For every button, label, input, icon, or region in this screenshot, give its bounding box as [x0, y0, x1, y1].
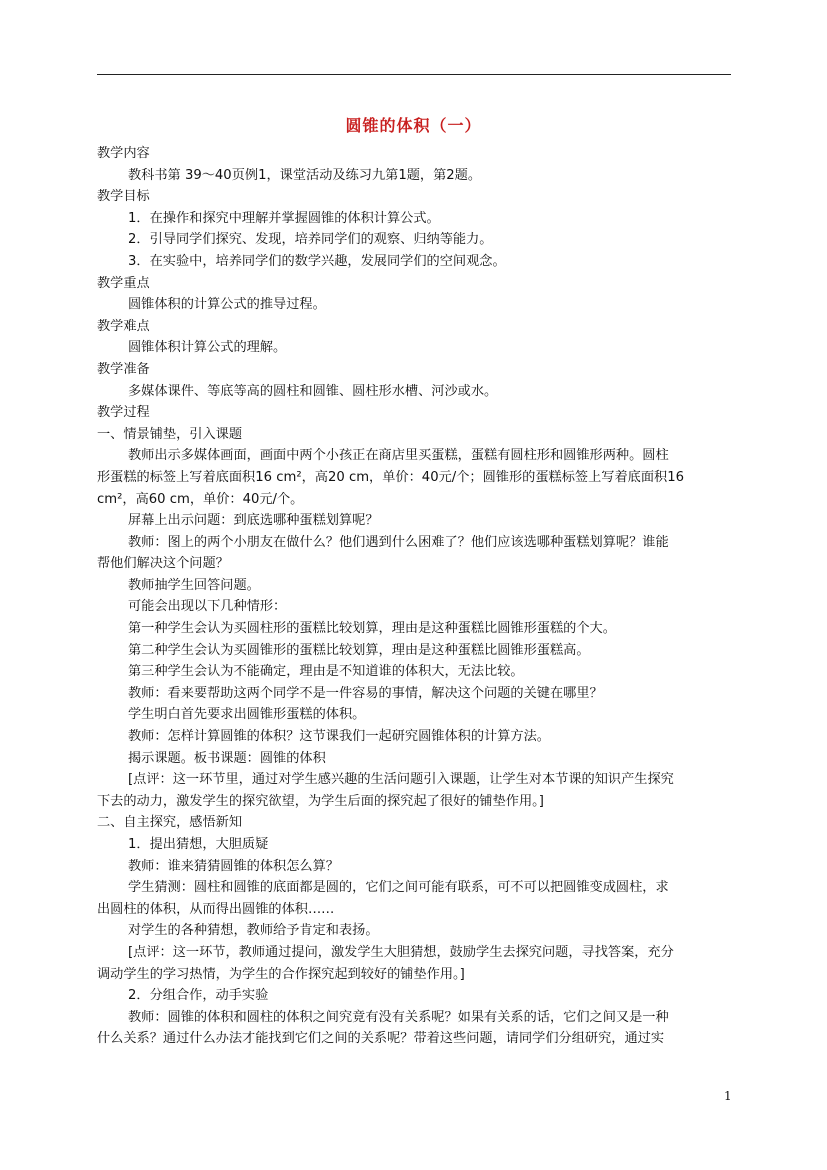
text-line: 多媒体课件、等底等高的圆柱和圆锥、圆柱形水槽、河沙或水。: [128, 383, 498, 399]
text-line: 教师：谁来猜猜圆锥的体积怎么算？: [128, 858, 339, 874]
text-line: 1．在操作和探究中理解并掌握圆锥的体积计算公式。: [128, 210, 440, 226]
text-line: 二、自主探究，感悟新知: [97, 815, 243, 831]
text-line: cm²，高60 cm，单价：40元/个。: [97, 491, 304, 507]
text-line: 第二种学生会认为买圆锥形的蛋糕比较划算，理由是这种蛋糕比圆锥形蛋糕高。: [128, 642, 590, 658]
text-line: 圆锥体积的计算公式的推导过程。: [128, 297, 326, 313]
text-line: 帮他们解决这个问题？: [97, 556, 229, 572]
text-line: 3．在实验中，培养同学们的数学兴趣，发展同学们的空间观念。: [128, 253, 506, 269]
text-line: 屏幕上出示问题：到底选哪种蛋糕划算呢？: [128, 513, 379, 529]
text-line: 教学难点: [97, 318, 150, 334]
text-line: 学生明白首先要求出圆锥形蛋糕的体积。: [128, 707, 366, 723]
text-line: 教科书第 39～40页例1，课堂活动及练习九第1题，第2题。: [128, 167, 482, 183]
text-line: 出圆柱的体积，从而得出圆锥的体积……: [97, 901, 335, 917]
text-line: 可能会出现以下几种情形：: [128, 599, 287, 615]
text-line: 什么关系？通过什么办法才能找到它们之间的关系呢？带着这些问题，请同学们分组研究，通过实: [97, 1031, 665, 1047]
text-line: [点评：这一环节，教师通过提问，激发学生大胆猜想，鼓励学生去探究问题，寻找答案，充分: [128, 944, 674, 960]
text-line: 1．提出猜想，大胆质疑: [128, 837, 269, 852]
text-line: 一、情景铺垫，引入课题: [97, 426, 243, 442]
text-line: 教师：看来要帮助这两个同学不是一件容易的事情，解决这个问题的关键在哪里？: [128, 685, 603, 701]
page-number: 1: [724, 1089, 732, 1103]
text-line: 教学过程: [97, 405, 150, 421]
text-line: 教师：怎样计算圆锥的体积？这节课我们一起研究圆锥体积的计算方法。: [128, 729, 550, 745]
text-line: 下去的动力，激发学生的探究欲望，为学生后面的探究起了很好的铺垫作用。]: [97, 793, 544, 809]
text-line: 2．分组合作，动手实验: [128, 988, 269, 1004]
text-line: 教学准备: [97, 361, 150, 377]
text-line: 第一种学生会认为买圆柱形的蛋糕比较划算，理由是这种蛋糕比圆锥形蛋糕的个大。: [128, 621, 616, 637]
text-line: 教师出示多媒体画面，画面中两个小孩正在商店里买蛋糕，蛋糕有圆柱形和圆锥形两种。圆柱: [128, 448, 669, 464]
text-line: 教师抽学生回答问题。: [128, 577, 260, 593]
header-rule: [97, 74, 731, 75]
document-body: [97, 143, 734, 1050]
text-line: 教师：图上的两个小朋友在做什么？他们遇到什么困难了？他们应该选哪种蛋糕划算呢？谁能: [128, 534, 669, 550]
text-line: 教学重点: [97, 275, 150, 291]
text-line: [点评：这一环节里，通过对学生感兴趣的生活问题引入课题，让学生对本节课的知识产生探究: [128, 772, 674, 788]
text-line: 2．引导同学们探究、发现，培养同学们的观察、归纳等能力。: [128, 232, 493, 248]
text-line: 对学生的各种猜想，教师给予肯定和表扬。: [128, 923, 379, 939]
text-line: 教学内容: [97, 146, 150, 161]
text-line: 调动学生的学习热情，为学生的合作探究起到较好的铺垫作用。]: [97, 966, 465, 982]
document-title: 圆锥的体积（一）: [345, 116, 482, 135]
text-line: 学生猜测：圆柱和圆锥的底面都是圆的，它们之间可能有联系，可不可以把圆锥变成圆柱，求: [128, 880, 669, 896]
text-line: 第三种学生会认为不能确定，理由是不知道谁的体积大，无法比较。: [128, 664, 524, 680]
text-line: 圆锥体积计算公式的理解。: [128, 340, 287, 356]
text-line: 教学目标: [97, 189, 150, 205]
text-line: 教师：圆锥的体积和圆柱的体积之间究竟有没有关系呢？如果有关系的话，它们之间又是一种: [128, 1009, 669, 1025]
text-line: 揭示课题。板书课题：圆锥的体积: [128, 750, 326, 766]
text-line: 形蛋糕的标签上写着底面积16 cm²，高20 cm，单价：40元/个；圆锥形的蛋糕标签上写着底面积16: [97, 469, 684, 485]
